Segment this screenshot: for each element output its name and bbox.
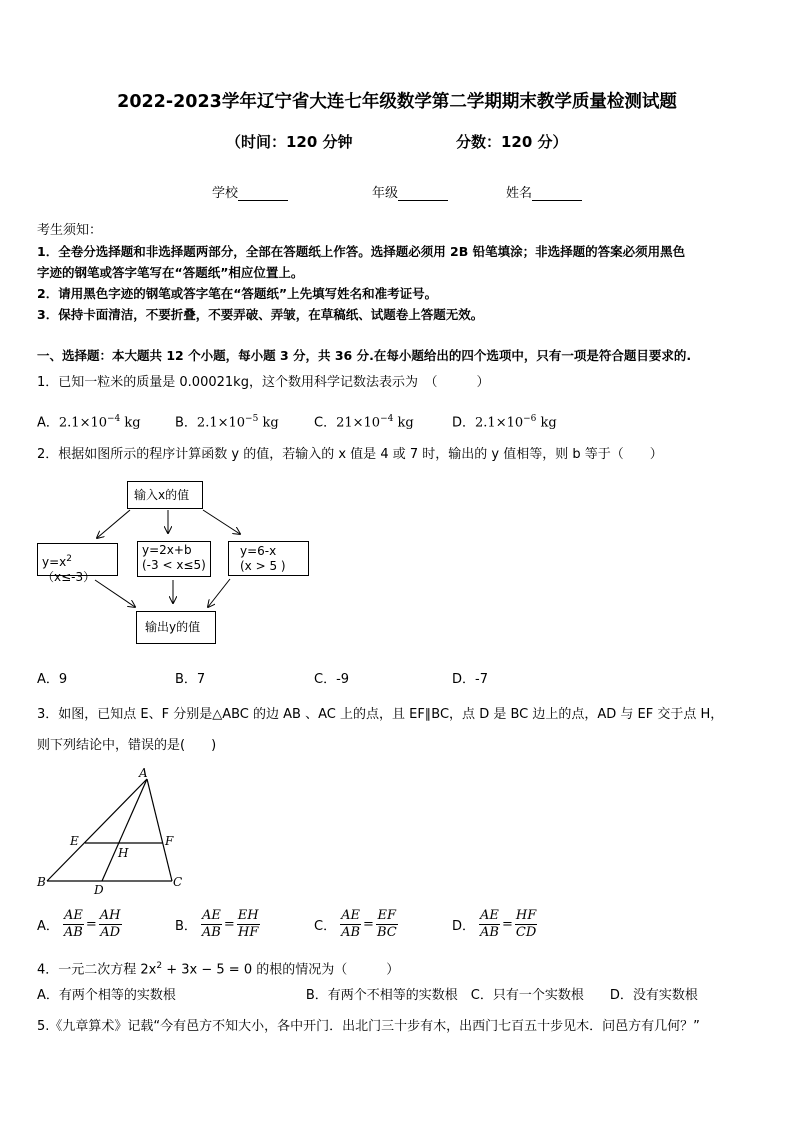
q3-d-frac1 bbox=[479, 908, 500, 941]
flow-right-line1: y=6-x bbox=[240, 544, 277, 558]
num: EF bbox=[377, 908, 397, 923]
q3-a-frac2 bbox=[99, 908, 122, 941]
q1-a-label: A． bbox=[37, 415, 59, 431]
q3-a-label: A． bbox=[37, 919, 59, 934]
den: BC bbox=[376, 925, 397, 940]
flow-output-label: 输出y的值 bbox=[145, 620, 201, 634]
num: HF bbox=[515, 908, 537, 923]
q1-a-unit: kg bbox=[120, 415, 141, 431]
num: AE bbox=[201, 908, 221, 923]
q3-triangle-figure bbox=[30, 765, 200, 900]
exam-score: 分数：120 分） bbox=[456, 133, 568, 151]
notice-item1-line1: 1．全卷分选择题和非选择题两部分，全部在答题纸上作答。选择题必须用 2B 铅笔填涂；非选择题的答案必须用黑色 bbox=[37, 244, 686, 259]
school-field bbox=[212, 182, 288, 201]
num: EH bbox=[237, 908, 259, 923]
den: AB bbox=[63, 925, 83, 940]
den: AB bbox=[201, 925, 221, 940]
den: HF bbox=[238, 925, 259, 940]
q1-b-exp: −5 bbox=[245, 414, 259, 424]
flow-left-a: y=x bbox=[42, 555, 67, 569]
notice-heading: 考生须知： bbox=[37, 223, 103, 238]
q3-option-a bbox=[37, 908, 122, 941]
arrow-left-to-output bbox=[95, 580, 135, 607]
notice-item3: 3．保持卡面清洁，不要折叠，不要弄破、弄皱，在草稿纸、试题卷上答题无效。 bbox=[37, 307, 484, 322]
q3-d-label: D． bbox=[452, 919, 476, 934]
q4-stem-b: + 3x − 5 = 0 的根的情况为（ ） bbox=[162, 962, 400, 978]
q4-stem-a: 4．一元二次方程 2x bbox=[37, 962, 157, 978]
side-ab bbox=[47, 779, 147, 881]
q1-a-exp: −4 bbox=[107, 414, 121, 424]
segment-ad bbox=[102, 779, 147, 881]
label-c: C bbox=[173, 875, 183, 889]
q1-option-b bbox=[175, 410, 279, 432]
q1-option-d bbox=[452, 410, 557, 432]
q2-option-a: A．9 bbox=[37, 672, 68, 687]
arrow-to-right bbox=[203, 510, 240, 534]
flow-mid-box bbox=[137, 541, 211, 577]
equals: = bbox=[223, 917, 235, 932]
label-a: A bbox=[139, 766, 148, 780]
flow-right-box bbox=[228, 541, 309, 576]
q3-c-label: C． bbox=[314, 919, 337, 934]
school-blank bbox=[238, 186, 288, 201]
den: AB bbox=[480, 925, 499, 940]
q1-c-base: 21×10 bbox=[336, 415, 381, 431]
q1-b-base: 2.1×10 bbox=[196, 415, 246, 431]
side-ac bbox=[147, 779, 172, 881]
q3-stem-line2: 则下列结论中，错误的是( ) bbox=[37, 738, 217, 753]
flow-left-exp: 2 bbox=[66, 554, 72, 564]
q1-c-exp: −4 bbox=[380, 414, 394, 424]
exam-title: 2022-2023学年辽宁省大连七年级数学第二学期期末教学质量检测试题 bbox=[117, 92, 677, 112]
flow-mid-line2: (-3 < x≤5) bbox=[142, 558, 206, 572]
den: CD bbox=[515, 925, 537, 940]
flow-input-box bbox=[127, 481, 203, 509]
grade-blank bbox=[398, 186, 448, 201]
den: AD bbox=[100, 925, 121, 940]
q3-c-frac2 bbox=[376, 908, 398, 941]
q1-b-unit: kg bbox=[258, 415, 279, 431]
q1-option-c bbox=[314, 410, 414, 432]
q1-b-label: B． bbox=[175, 415, 197, 431]
arrow-to-left bbox=[97, 510, 130, 538]
label-d: D bbox=[94, 883, 104, 897]
flow-right-line2: (x > 5 ) bbox=[240, 559, 286, 573]
notice-item2: 2．请用黑色字迹的钢笔或答字笔在“答题纸”上先填写姓名和准考证号。 bbox=[37, 286, 438, 301]
q5-stem: 5.《九章算术》记载“今有邑方不知大小，各中开门．出北门三十步有木，出西门七百五十步见木．问邑方有几何？” bbox=[37, 1019, 700, 1034]
q3-option-b bbox=[175, 908, 260, 941]
grade-field bbox=[372, 182, 448, 201]
q4-stem-exp: 2 bbox=[156, 961, 163, 971]
label-f: F bbox=[165, 834, 174, 848]
arrow-right-to-output bbox=[208, 579, 230, 607]
section-heading: 一、选择题：本大题共 12 个小题，每小题 3 分，共 36 分.在每小题给出的四个选项中，只有一项是符合题目要求的. bbox=[37, 348, 692, 363]
label-b: B bbox=[37, 875, 46, 889]
name-label: 姓名 bbox=[506, 186, 533, 201]
q3-option-c bbox=[314, 908, 398, 941]
q3-b-frac1 bbox=[201, 908, 222, 941]
num: AE bbox=[480, 908, 499, 923]
num: AE bbox=[63, 908, 83, 923]
q2-option-d: D．-7 bbox=[452, 672, 488, 687]
label-e: E bbox=[70, 834, 79, 848]
num: AE bbox=[341, 908, 360, 923]
equals: = bbox=[85, 917, 97, 932]
den: AB bbox=[341, 925, 361, 940]
q3-c-frac1 bbox=[340, 908, 361, 941]
q2-option-b: B．7 bbox=[175, 672, 206, 687]
exam-time: （时间：120 分钟 bbox=[226, 133, 353, 151]
grade-label: 年级 bbox=[372, 186, 399, 201]
q1-d-exp: −6 bbox=[523, 414, 537, 424]
equals: = bbox=[501, 917, 513, 932]
num: AH bbox=[99, 908, 121, 923]
q4-stem bbox=[37, 957, 399, 979]
label-h: H bbox=[118, 846, 129, 860]
q3-stem-line1: 3．如图，已知点 E、F 分别是△ABC 的边 AB 、AC 上的点，且 EF∥BC，点 D 是 BC 边上的点，AD 与 EF 交于点 H， bbox=[37, 707, 724, 722]
flow-mid-line1: y=2x+b bbox=[142, 543, 192, 557]
q3-d-frac2 bbox=[515, 908, 537, 941]
q1-option-a bbox=[37, 410, 141, 432]
name-field bbox=[506, 182, 582, 201]
q3-option-d bbox=[452, 908, 537, 941]
q1-c-label: C． bbox=[314, 415, 337, 431]
q1-d-label: D． bbox=[452, 415, 476, 431]
q1-c-unit: kg bbox=[393, 415, 414, 431]
notice-item1-line2: 字迹的钢笔或答字笔写在“答题纸”相应位置上。 bbox=[37, 265, 304, 280]
q3-b-label: B． bbox=[175, 919, 197, 934]
flow-input-label: 输入x的值 bbox=[134, 488, 190, 502]
flow-output-box bbox=[136, 611, 216, 644]
q2-option-c: C．-9 bbox=[314, 672, 350, 687]
flow-left-b: （x≤-3） bbox=[42, 570, 96, 584]
equals: = bbox=[363, 917, 374, 932]
q1-stem: 1．已知一粒米的质量是 0.00021kg，这个数用科学记数法表示为 （ ） bbox=[37, 375, 490, 390]
q1-d-base: 2.1×10 bbox=[475, 415, 524, 431]
q1-d-unit: kg bbox=[536, 415, 557, 431]
q1-a-base: 2.1×10 bbox=[58, 415, 108, 431]
q2-stem: 2．根据如图所示的程序计算函数 y 的值，若输入的 x 值是 4 或 7 时，输出的 y 值相等，则 b 等于（ ） bbox=[37, 447, 663, 462]
q3-b-frac2 bbox=[237, 908, 260, 941]
q4-options: A．有两个相等的实数根 B．有两个不相等的实数根 C．只有一个实数根 D．没有实数根 bbox=[37, 988, 698, 1003]
name-blank bbox=[532, 186, 582, 201]
q3-a-frac1 bbox=[63, 908, 84, 941]
school-label: 学校 bbox=[212, 186, 239, 201]
